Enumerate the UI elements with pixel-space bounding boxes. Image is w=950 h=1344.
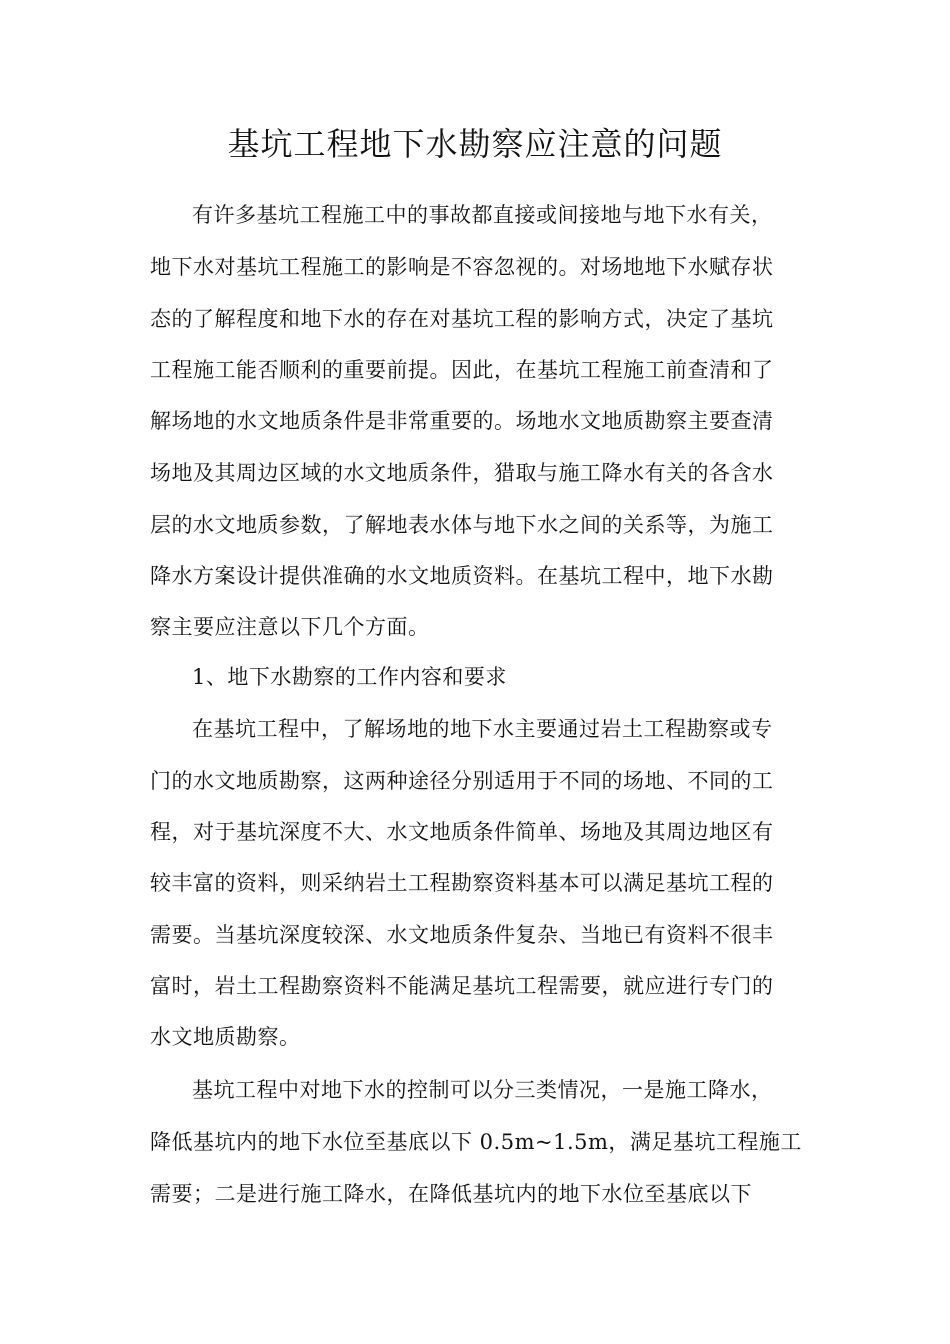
paragraph-line: 态的了解程度和地下水的存在对基坑工程的影响方式，决定了基坑 [150, 307, 774, 331]
paragraph-line: 地下水对基坑工程施工的影响是不容忽视的。对场地地下水赋存状 [150, 255, 774, 279]
paragraph-line: 富时，岩土工程勘察资料不能满足基坑工程需要，就应进行专门的 [150, 974, 774, 998]
paragraph-line: 水文地质勘察。 [150, 1025, 301, 1049]
paragraph-line: 场地及其周边区域的水文地质条件，猎取与施工降水有关的各含水 [150, 461, 774, 485]
paragraph-line: 基坑工程中对地下水的控制可以分三类情况，一是施工降水， [192, 1078, 773, 1102]
paragraph-line: 层的水文地质参数，了解地表水体与地下水之间的关系等，为施工 [150, 513, 774, 537]
paragraph-line: 在基坑工程中，了解场地的地下水主要通过岩土工程勘察或专 [192, 717, 773, 741]
paragraph-line: 察主要应注意以下几个方面。 [150, 615, 430, 639]
paragraph-line: 有许多基坑工程施工中的事故都直接或间接地与地下水有关， [192, 203, 773, 227]
document-title: 基坑工程地下水勘察应注意的问题 [227, 125, 723, 163]
paragraph-line: 较丰富的资料，则采纳岩土工程勘察资料基本可以满足基坑工程的 [150, 871, 774, 895]
paragraph-line: 门的水文地质勘察，这两种途径分别适用于不同的场地、不同的工 [150, 769, 774, 793]
paragraph-line: 工程施工能否顺利的重要前提。因此，在基坑工程施工前查清和了 [150, 358, 774, 382]
paragraph-line: 程，对于基坑深度不大、水文地质条件简单、场地及其周边地区有 [150, 820, 774, 844]
paragraph-line: 需要。当基坑深度较深、水文地质条件复杂、当地已有资料不很丰 [150, 923, 774, 947]
paragraph-line: 降低基坑内的地下水位至基底以下 0.5m~1.5m，满足基坑工程施工 [150, 1130, 802, 1154]
paragraph-line: 解场地的水文地质条件是非常重要的。场地水文地质勘察主要查清 [150, 409, 774, 433]
section-heading: 1、地下水勘察的工作内容和要求 [192, 665, 507, 689]
paragraph-line: 需要；二是进行施工降水，在降低基坑内的地下水位至基底以下 [150, 1182, 752, 1206]
paragraph-line: 降水方案设计提供准确的水文地质资料。在基坑工程中，地下水勘 [150, 564, 774, 588]
